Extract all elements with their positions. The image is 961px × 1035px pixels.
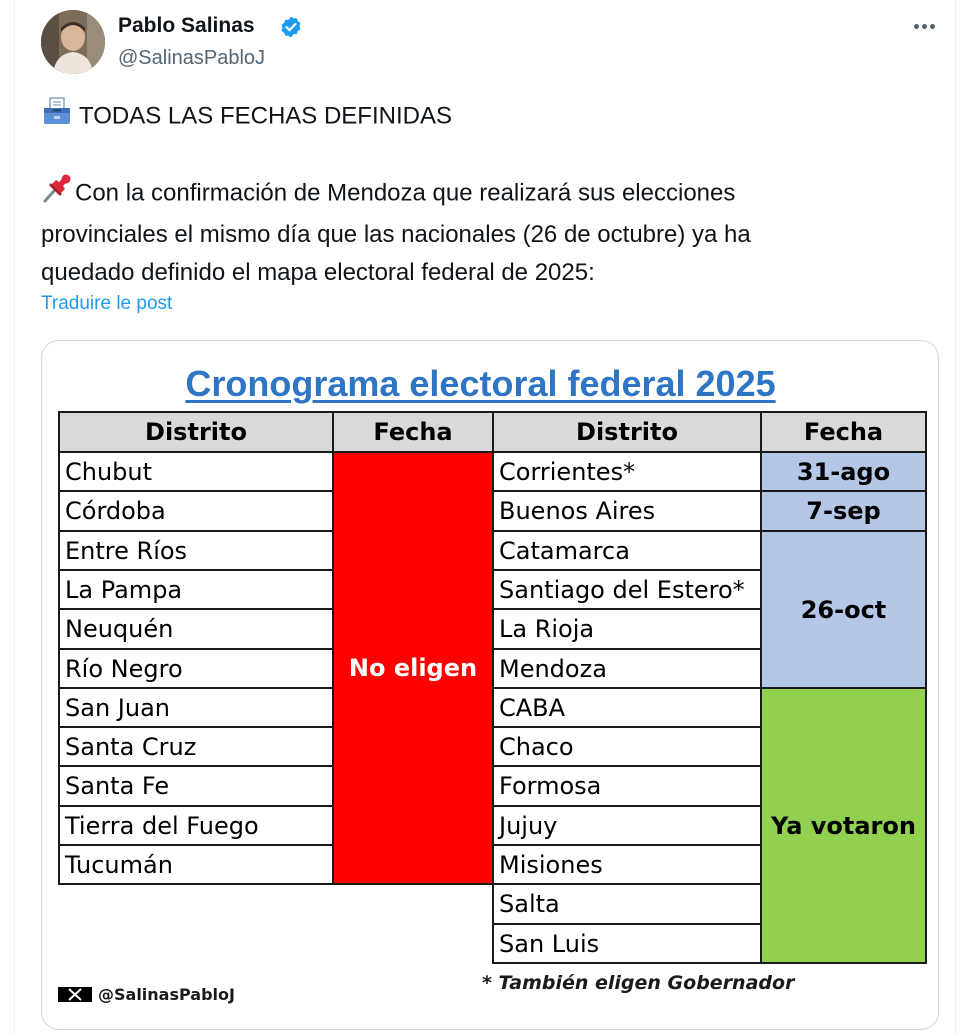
district-cell: Formosa xyxy=(492,765,762,807)
date-26-oct: 26-oct xyxy=(760,530,927,689)
pushpin-icon xyxy=(41,172,73,216)
district-cell: Santiago del Estero* xyxy=(492,569,762,610)
district-cell: San Luis xyxy=(492,923,762,964)
district-cell: Tierra del Fuego xyxy=(58,805,334,846)
date-31-ago: 31-ago xyxy=(760,451,927,492)
district-cell: Neuquén xyxy=(58,608,334,650)
district-cell: CABA xyxy=(492,687,762,728)
user-name[interactable]: Pablo Salinas xyxy=(118,14,255,37)
district-cell: Tucumán xyxy=(58,844,334,885)
district-cell: Catamarca xyxy=(492,530,762,571)
table-header-1: Distrito xyxy=(58,411,334,453)
x-logo-icon xyxy=(58,987,92,1002)
district-cell: Corrientes* xyxy=(492,451,762,492)
verified-badge-icon xyxy=(279,15,303,39)
watermark-handle: @SalinasPabloJ xyxy=(98,985,235,1004)
timeline-border-right xyxy=(955,0,956,1035)
district-cell: Chaco xyxy=(492,726,762,767)
district-cell: San Juan xyxy=(58,687,334,728)
more-options-icon[interactable] xyxy=(906,14,942,38)
ballot-box-icon xyxy=(41,96,73,138)
image-watermark xyxy=(58,985,235,1004)
district-cell: Buenos Aires xyxy=(492,490,762,532)
post-text-line-2: provinciales el mismo día que las nacionales (26 de octubre) ya ha xyxy=(41,221,751,248)
table-header-3: Distrito xyxy=(492,411,762,453)
district-cell: Entre Ríos xyxy=(58,530,334,571)
table-title: Cronograma electoral federal 2025 xyxy=(185,363,776,404)
status-no-eligen: No eligen xyxy=(332,451,494,885)
translate-post-link[interactable]: Traduire le post xyxy=(41,293,173,314)
district-cell: Santa Fe xyxy=(58,765,334,807)
district-cell: Salta xyxy=(492,883,762,925)
status-ya-votaron: Ya votaron xyxy=(760,687,927,964)
district-cell: Mendoza xyxy=(492,648,762,689)
post-line-1 xyxy=(41,96,921,138)
district-cell: Jujuy xyxy=(492,805,762,846)
table-header-4: Fecha xyxy=(760,411,927,453)
district-cell: Misiones xyxy=(492,844,762,885)
table-footnote: * También eligen Gobernador xyxy=(482,972,795,994)
avatar[interactable] xyxy=(41,10,105,74)
post-text-line-3: quedado definido el mapa electoral federal de 2025: xyxy=(41,259,595,286)
post-text-line-1: Con la confirmación de Mendoza que realizará sus elecciones xyxy=(75,179,736,207)
date-7-sep: 7-sep xyxy=(760,490,927,532)
table-header-2: Fecha xyxy=(332,411,494,453)
district-cell: La Pampa xyxy=(58,569,334,610)
district-cell: Chubut xyxy=(58,451,334,492)
user-handle[interactable]: @SalinasPabloJ xyxy=(118,47,266,69)
timeline-border-left xyxy=(14,0,15,1035)
district-cell: Córdoba xyxy=(58,490,334,532)
post-paragraph xyxy=(41,172,921,292)
post-heading: TODAS LAS FECHAS DEFINIDAS xyxy=(79,102,452,130)
district-cell: Río Negro xyxy=(58,648,334,689)
district-cell: La Rioja xyxy=(492,608,762,650)
district-cell: Santa Cruz xyxy=(58,726,334,767)
